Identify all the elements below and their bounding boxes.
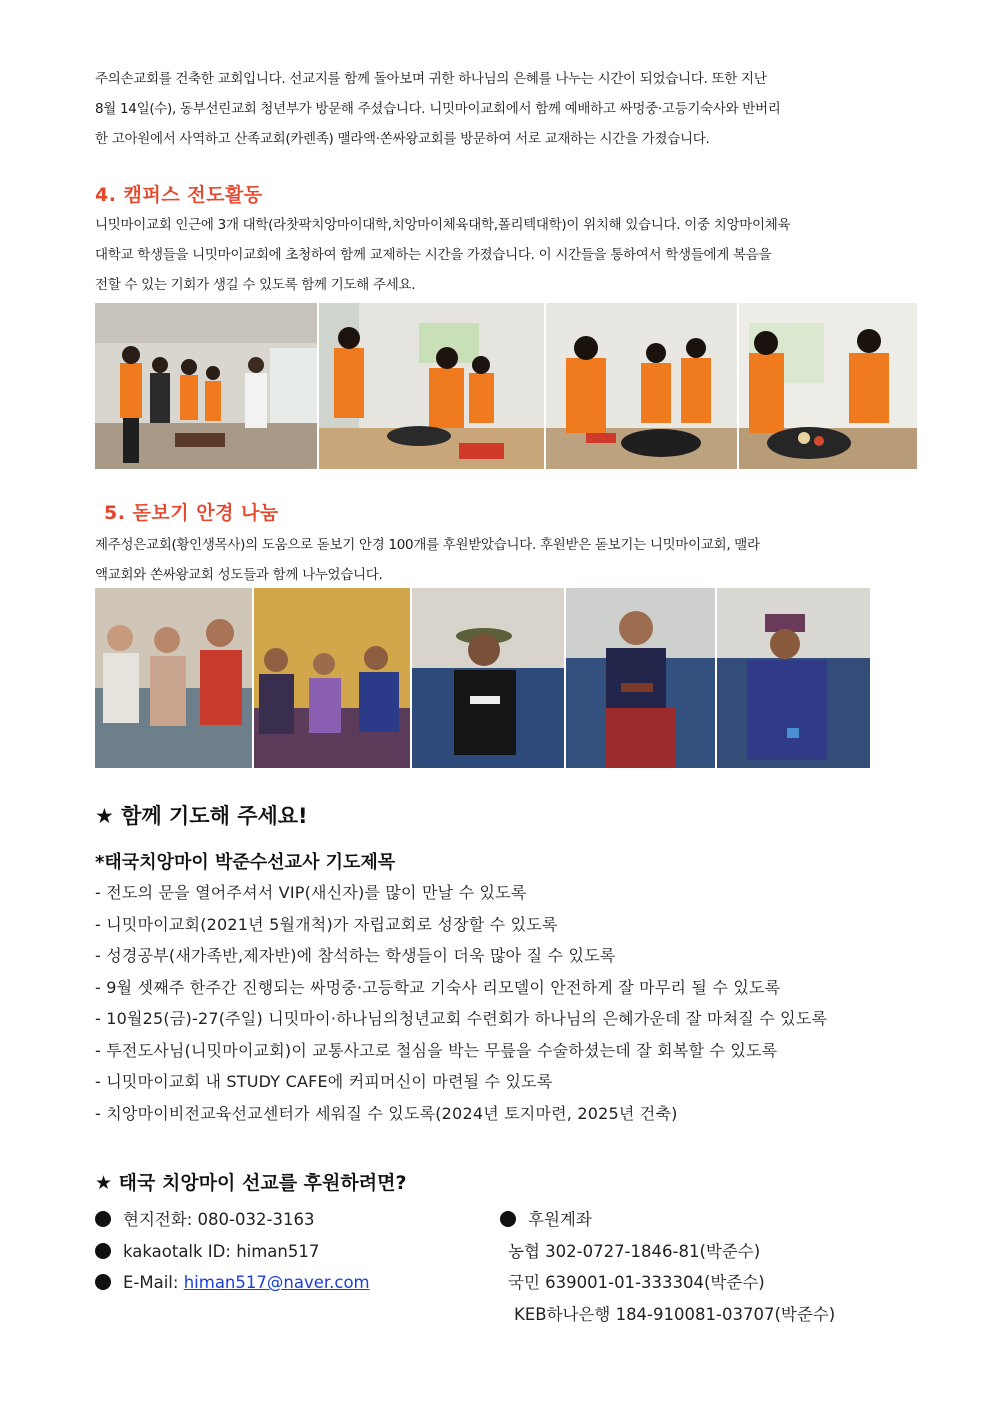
support-title: ★ 태국 치앙마이 선교를 후원하려면?	[95, 1172, 407, 1194]
prayer-subtitle: *태국치앙마이 박준수선교사 기도제목	[95, 852, 396, 873]
intro-line: 주의손교회를 건축한 교회입니다. 선교지를 함께 돌아보며 귀한 하나님의 은혜를 나누는 시간이 되었습니다. 또한 지난	[95, 71, 767, 87]
campus-photo-3	[546, 303, 737, 469]
bullet-icon	[95, 1211, 111, 1227]
glasses-photo-2	[254, 588, 410, 768]
account-item: 국민 639001-01-333304(박준수)	[508, 1273, 765, 1292]
bullet-icon	[95, 1243, 111, 1259]
prayer-item: - 전도의 문을 열어주셔서 VIP(새신자)를 많이 만날 수 있도록	[95, 883, 527, 902]
account-item: KEB하나은행 184-910081-03707(박준수)	[514, 1304, 836, 1324]
campus-photo-1	[95, 303, 317, 469]
prayer-item: - 니밋마이교회 내 STUDY CAFE에 커피머신이 마련될 수 있도록	[95, 1072, 553, 1091]
section4-line: 전할 수 있는 기회가 생길 수 있도록 함께 기도해 주세요.	[95, 277, 416, 293]
prayer-item: - 투전도사님(니밋마이교회)이 교통사고로 철심을 박는 무릎을 수술하셨는데 잘 회복할 수 있도록	[95, 1040, 778, 1060]
email-link[interactable]: himan517@naver.com	[183, 1273, 370, 1292]
prayer-item: - 10월25(금)-27(주일) 니밋마이·하나님의청년교회 수련회가 하나님의 은혜가운데 잘 마쳐질 수 있도록	[95, 1009, 828, 1028]
section5-paragraph	[95, 530, 910, 590]
intro-line: 8월 14일(수), 동부선린교회 청년부가 방문해 주셨습니다. 니밋마이교회에서 함께 예배하고 싸멍중·고등기숙사와 반버리	[95, 101, 781, 117]
campus-photo-4	[739, 303, 917, 469]
glasses-photo-5	[717, 588, 870, 768]
prayer-item: - 성경공부(새가족반,제자반)에 참석하는 학생들이 더욱 많아 질 수 있도록	[95, 946, 616, 965]
section4-paragraph	[95, 210, 910, 300]
section5-line: 제주성은교회(황인생목사)의 도움으로 돋보기 안경 100개를 후원받았습니다. 후원받은 돋보기는 니밋마이교회, 맬라	[95, 537, 760, 553]
section4-line: 대학교 학생들을 니밋마이교회에 초청하여 함께 교제하는 시간을 가졌습니다. 이 시간들을 통하여서 학생들에게 복음을	[95, 247, 772, 263]
account-item: 농협 302-0727-1846-81(박준수)	[508, 1241, 761, 1261]
account-heading	[500, 1204, 835, 1236]
section5-title: 5. 돋보기 안경 나눔	[104, 502, 279, 524]
email-label: E-Mail:	[123, 1273, 184, 1292]
contact-phone	[95, 1204, 370, 1236]
contact-kakao	[95, 1236, 370, 1268]
contact-info	[95, 1204, 370, 1299]
campus-photo-2	[319, 303, 544, 469]
glasses-photo-1	[95, 588, 252, 768]
intro-line: 한 고아원에서 사역하고 산족교회(카렌족) 맬라액·쏜싸왕교회를 방문하여 서로 교재하는 시간을 가졌습니다.	[95, 131, 710, 147]
prayer-item: - 9월 셋째주 한주간 진행되는 싸멍중·고등학교 기숙사 리모델이 안전하게 잘 마무리 될 수 있도록	[95, 977, 781, 997]
kakao-text: kakaotalk ID: himan517	[123, 1241, 320, 1261]
section4-title: 4. 캠퍼스 전도활동	[95, 184, 263, 206]
account-title: 후원계좌	[528, 1210, 592, 1229]
glasses-photo-3	[412, 588, 564, 768]
glasses-photo-4	[566, 588, 715, 768]
phone-text: 현지전화: 080-032-3163	[123, 1210, 315, 1229]
bullet-icon	[95, 1274, 111, 1290]
section4-line: 니밋마이교회 인근에 3개 대학(라찻팍치앙마이대학,치앙마이체육대학,폴리텍대학)이 위치해 있습니다. 이중 치앙마이체육	[95, 217, 791, 233]
contact-email	[95, 1267, 370, 1299]
prayer-title: ★ 함께 기도해 주세요!	[95, 804, 308, 828]
bullet-icon	[500, 1211, 516, 1227]
prayer-list	[95, 877, 827, 1129]
prayer-item: - 치앙마이비전교육선교센터가 세워질 수 있도록(2024년 토지마련, 2025년 건축)	[95, 1103, 678, 1123]
prayer-item: - 니밋마이교회(2021년 5월개척)가 자립교회로 성장할 수 있도록	[95, 914, 558, 934]
account-info	[500, 1204, 835, 1330]
intro-paragraph	[95, 64, 910, 154]
section5-line: 액교회와 쏜싸왕교회 성도들과 함께 나누었습니다.	[95, 567, 383, 583]
